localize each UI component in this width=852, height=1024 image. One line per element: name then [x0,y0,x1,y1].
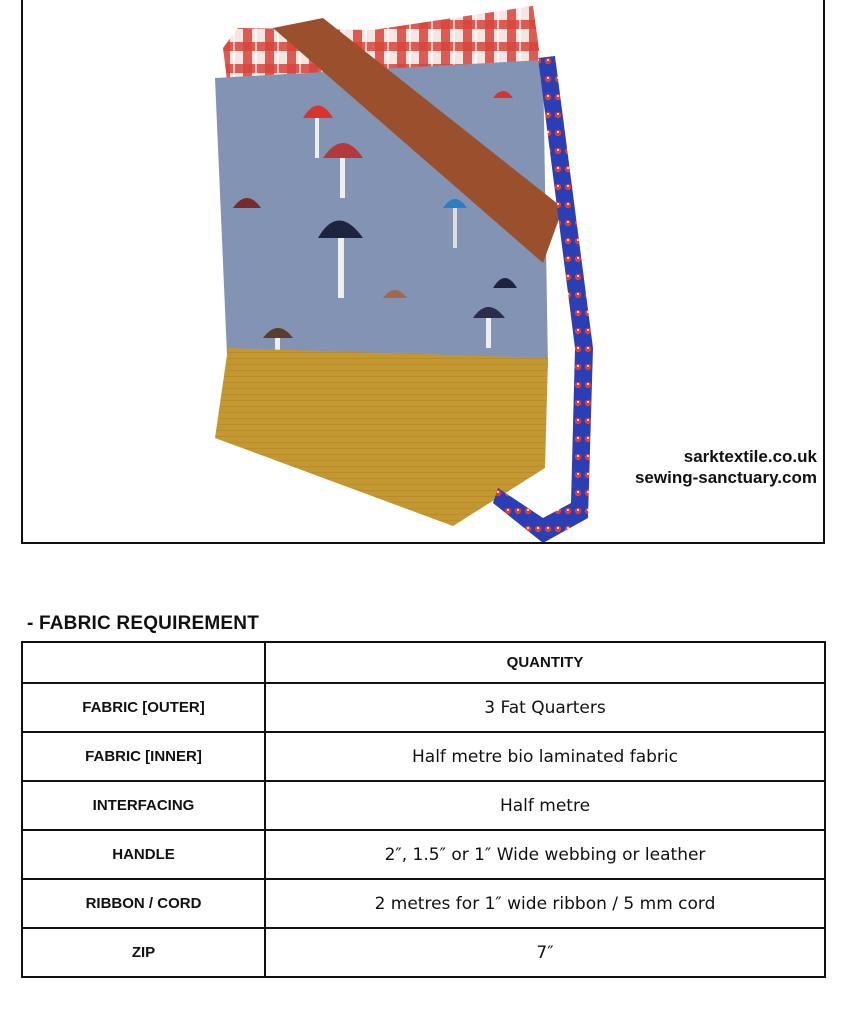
row-item: INTERFACING [22,781,265,830]
row-item: RIBBON / CORD [22,879,265,928]
watermark [635,446,817,488]
header-item [22,642,265,683]
table-row [22,928,825,977]
row-item: ZIP [22,928,265,977]
watermark-line-2: sewing-sanctuary.com [634,468,817,487]
row-quantity: 3 Fat Quarters [265,683,825,732]
header-quantity: QUANTITY [265,642,825,683]
table-row [22,683,825,732]
table-row [22,732,825,781]
fabric-requirement-table [21,641,826,978]
row-quantity: Half metre bio laminated fabric [265,732,825,781]
row-quantity: 7″ [265,928,825,977]
product-photo [21,0,825,544]
watermark-line-1: sarktextile.co.uk [683,447,817,466]
row-quantity: Half metre [265,781,825,830]
table-row [22,830,825,879]
table-header-row [22,642,825,683]
row-quantity: 2″, 1.5″ or 1″ Wide webbing or leather [265,830,825,879]
row-item: HANDLE [22,830,265,879]
section-heading: - FABRIC REQUIREMENT [27,613,259,634]
row-quantity: 2 metres for 1″ wide ribbon / 5 mm cord [265,879,825,928]
table-row [22,879,825,928]
table-row [22,781,825,830]
row-item: FABRIC [OUTER] [22,683,265,732]
row-item: FABRIC [INNER] [22,732,265,781]
